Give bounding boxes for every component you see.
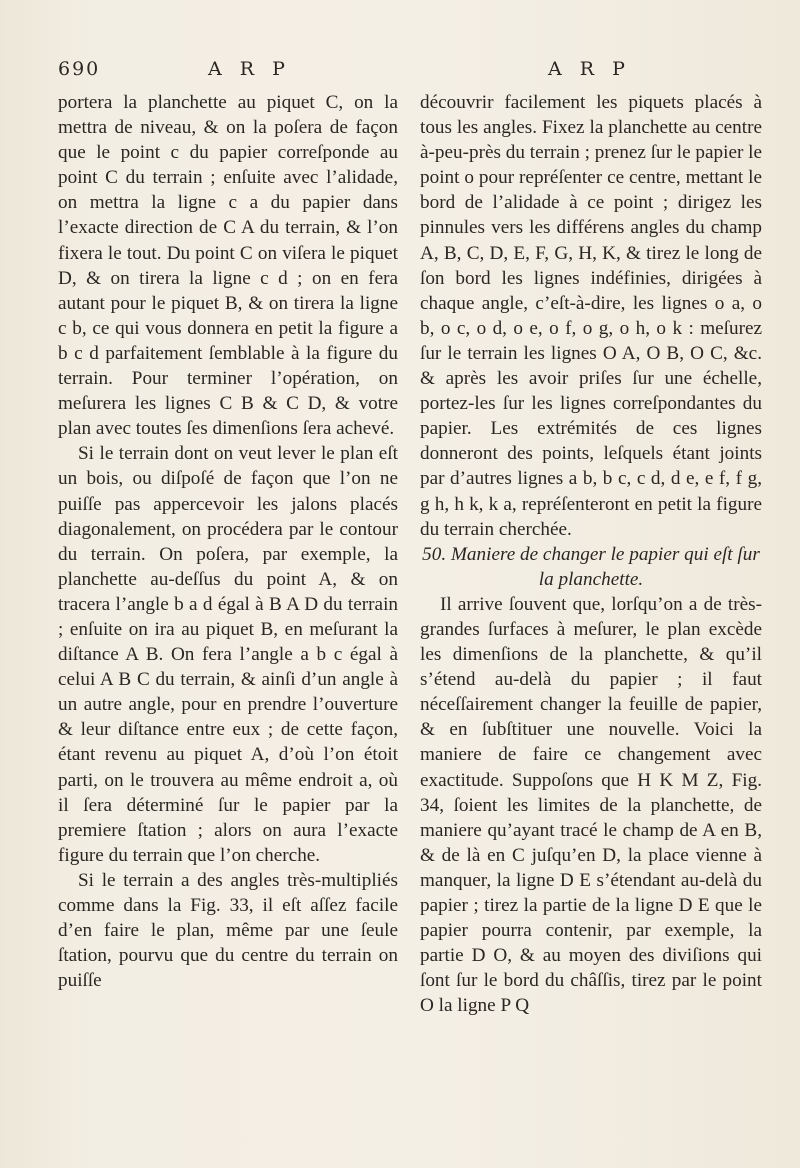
left-paragraph-3: Si le terrain a des angles très-multipliés comme dans la Fig. 33, il eſt aſſez facile d’en faire le plan, même par une ſeule ſtation, pourvu que du centre du terrain on puiſſe: [58, 869, 398, 992]
left-paragraph-2: Si le terrain dont on veut lever le plan eſt un bois, ou diſpoſé de façon que l’on ne puiſſe pas appercevoir les jalons placés diagonalement, on procédera par le contour du terrain. On poſera, par exemple, la planchette au-deſſus du point A, & on tracera l’angle b a d égal à B A D du terrain ; enſuite on ira au piquet B, en meſurant la diſtance A B. On fera l’angle a b c égal à celui A B C du terrain, & ainſi d’un angle à un autre angle, pour en prendre l’ouverture & leur diſtance entre eux ; de cette façon, étant revenu au piquet A, d’où l’on étoit parti, on le trouvera au même endroit a, où il ſera déterminé ſur le papier par la premiere ſtation ; alors on aura l’exacte figure du terrain que l’on cherche.: [58, 443, 398, 866]
left-column: [58, 90, 398, 993]
right-paragraph-1: découvrir facilement les piquets placés à tous les angles. Fixez la planchette au centre à-peu-près du terrain ; prenez ſur le papier le point o pour repréſenter ce centre, mettant le bord de l’alidade à ce point ; dirigez les pinnules vers les différens angles du champ A, B, C, D, E, F, G, H, K, & tirez le long de ſon bord les lignes indéfinies, dirigées à chaque angle, c’eſt-à-dire, les lignes o a, o b, o c, o d, o e, o f, o g, o h, o k : meſurez ſur le terrain les lignes O A, O B, O C, &c. & après les avoir priſes ſur une échelle, portez-les ſur les lignes correſpondantes du papier. Les extrémités de ces lignes donneront des points, leſquels étant joints par d’autres lignes a b, b c, c d, d e, e f, f g, g h, h k, k a, repréſenteront en petit la figure du terrain cherchée.: [420, 92, 763, 540]
right-paragraph-3: Il arrive ſouvent que, lorſqu’on a de très-grandes ſurfaces à meſurer, le plan excède les dimenſions de la planchette, & qu’il s’étend au-delà du papier ; il faut néceſſairement changer la feuille de papier, & en ſubſtituer une nouvelle. Voici la maniere de faire ce changement avec exactitude. Suppoſons que H K M Z, Fig. 34, ſoient les limites de la planchette, de maniere qu’ayant tracé le champ de A en B, & de là en C juſqu’en D, la place vienne à manquer, la ligne D E s’étendant au-delà du papier ; tirez la partie de la ligne D E que le papier pourra contenir, par exemple, la partie D O, & au moyen des diviſions qui ſont ſur le bord du châſſis, tirez par le point O la ligne P Q: [420, 593, 762, 1017]
right-column: [420, 90, 762, 1018]
page-number: 690: [58, 58, 101, 80]
running-head-right: A R P: [548, 58, 631, 80]
running-head-left: A R P: [208, 58, 291, 80]
section-heading-50: 50. Maniere de changer le papier qui eſt ſur la planchette.: [422, 543, 760, 590]
left-paragraph-1: portera la planchette au piquet C, on la mettra de niveau, & on la poſera de façon que le point c du papier correſponde au point C du terrain ; enſuite avec l’alidade, on mettra la ligne c a du papier dans l’exacte direction de C A du terrain, & l’on fixera le tout. Du point C on viſera le piquet D, & on tirera la ligne c d ; on en fera autant pour le piquet B, & on tirera la ligne c b, ce qui vous donnera en petit la figure a b c d parfaitement ſemblable à la figure du terrain. Pour terminer l’opération, on meſurera les lignes C B & C D, & votre plan avec toutes ſes dimenſions ſera achevé.: [58, 92, 398, 440]
page-header: [0, 58, 800, 88]
